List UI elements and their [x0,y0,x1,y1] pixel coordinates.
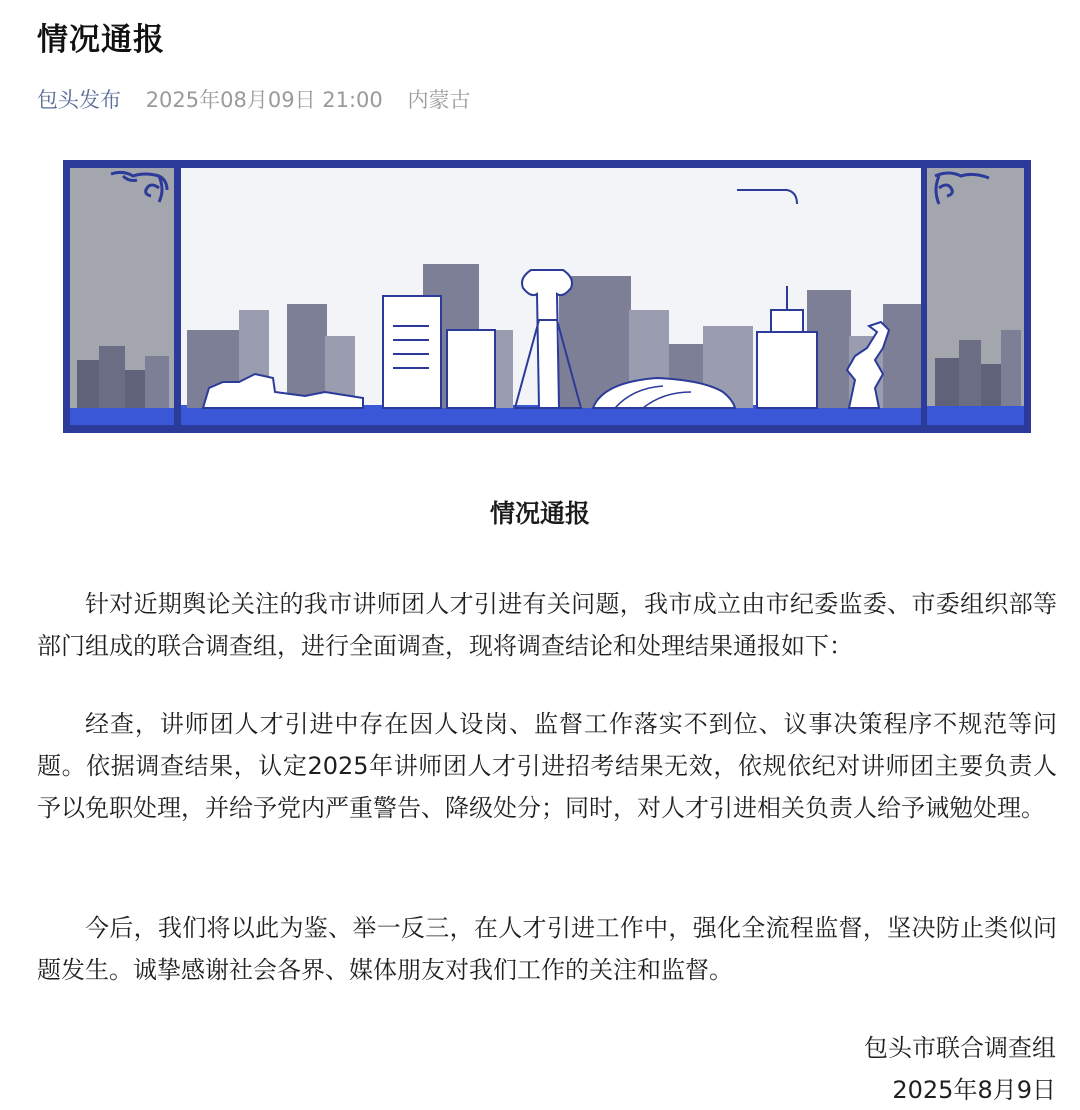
notice-paragraph: 经查，讲师团人才引进中存在因人设岗、监督工作落实不到位、议事决策程序不规范等问题。依据调查结果，认定2025年讲师团人才引进招考结果无效，依规依纪对讲师团主要负责人予以免职处理，并给予党内严重警告、降级处分；同时，对人才引进相关负责人给予诫勉处理。 [37,710,1057,822]
article-title: 情况通报 [37,22,165,58]
signature-date: 2025年8月9日 [892,1076,1056,1104]
source-account-link[interactable]: 包头发布 [37,88,121,112]
domed-building-landmark [757,332,817,408]
signature-organization: 包头市联合调查组 [864,1034,1056,1062]
publish-location: 内蒙古 [407,88,471,112]
article-meta [37,84,470,114]
city-skyline-banner [63,160,1031,433]
notice-heading: 情况通报 [489,499,590,528]
publish-time: 2025年08月09日 21:00 [145,88,383,112]
notice-paragraph: 针对近期舆论关注的我市讲师团人才引进有关问题，我市成立由市纪委监委、市委组织部等部门组成的联合调查组，进行全面调查，现将调查结论和处理结果通报如下： [37,590,1057,660]
tower-landmark [383,296,441,408]
notice-paragraph: 今后，我们将以此为鉴、举一反三，在人才引进工作中，强化全流程监督，坚决防止类似问题发生。诚挚感谢社会各界、媒体朋友对我们工作的关注和监督。 [37,914,1057,984]
